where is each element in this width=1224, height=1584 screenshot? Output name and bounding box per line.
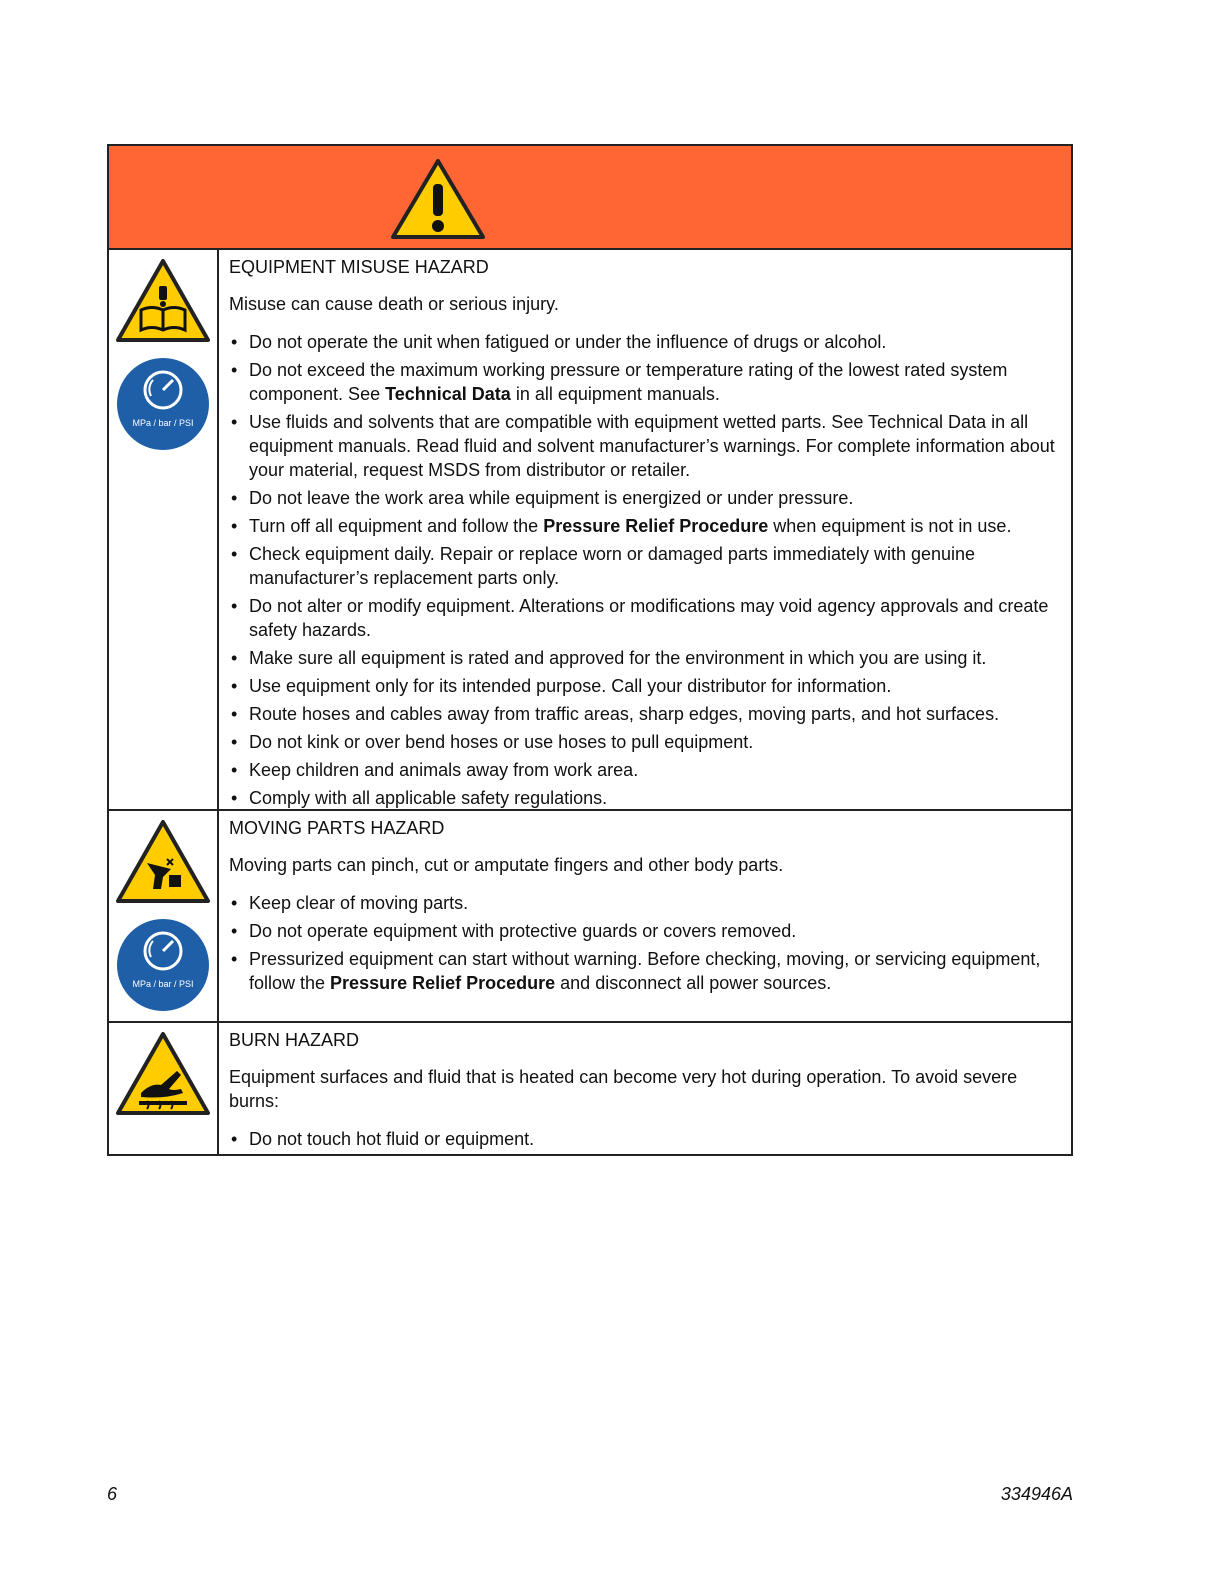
bullet-text: Do not leave the work area while equipment is energized or under pressure. [249,488,854,508]
pinch-point-warning-icon [115,819,211,905]
bullet-text: and disconnect all power sources. [555,973,832,993]
bullet-text: Do not operate equipment with protective guards or covers removed. [249,921,797,941]
bullet-list [229,330,1063,810]
bullet-emphasis: Pressure Relief Procedure [330,973,556,993]
bullet-text: Do not operate the unit when fatigued or under the influence of drugs or alcohol. [249,332,887,352]
bullet-text: Check equipment daily. Repair or replace worn or damaged parts immediately with genuine manufacturer’s replacement parts only. [249,544,976,588]
document-number: 334946A [1000,1484,1073,1504]
moving-parts-hazard-section [109,811,1071,1023]
bullet-item [229,594,1063,642]
bullet-text: Keep clear of moving parts. [249,893,469,913]
bullet-text: Comply with all applicable safety regulations. [249,788,608,808]
gauge-label: MPa / bar / PSI [132,979,194,989]
gauge-label: MPa / bar / PSI [132,418,194,428]
bullet-item [229,486,1063,510]
bullet-text: Turn off all equipment and follow the [249,516,544,536]
bullet-text: Make sure all equipment is rated and approved for the environment in which you are using it. [249,648,987,668]
warning-triangle-icon [390,158,486,240]
section-description: Moving parts can pinch, cut or amputate fingers and other body parts. [229,855,784,875]
bullet-item [229,410,1063,482]
bullet-item [229,947,1063,995]
bullet-text: Keep children and animals away from work area. [249,760,639,780]
hot-surface-warning-icon [115,1031,211,1117]
bullet-text: in all equipment manuals. [510,384,720,404]
page-number: 6 [107,1484,118,1504]
section-title: EQUIPMENT MISUSE HAZARD [229,257,489,277]
bullet-text: Use equipment only for its intended purpose. Call your distributor for information. [249,676,892,696]
bullet-item [229,330,1063,354]
bullet-text: Use fluids and solvents that are compatible with equipment wetted parts. See Technical Data in all equipment manuals. Read fluid and solvent manufacturer’s warnings. For complete information about your material, request MSDS from distributor or retailer. [249,412,1055,480]
bullet-item [229,358,1063,406]
equipment-misuse-hazard-section [109,250,1071,811]
section-description: Equipment surfaces and fluid that is heated can become very hot during operation. To avoid severe burns: [229,1067,1018,1111]
bullet-text: Route hoses and cables away from traffic areas, sharp edges, moving parts, and hot surfaces. [249,704,1000,724]
bullet-item [229,919,1063,943]
bullet-text: when equipment is not in use. [768,516,1012,536]
section-title: BURN HAZARD [229,1030,360,1050]
bullet-emphasis: Technical Data [385,384,511,404]
bullet-item [229,702,1063,726]
bullet-item [229,542,1063,590]
bullet-item [229,674,1063,698]
bullet-emphasis: Pressure Relief Procedure [543,516,769,536]
warning-table [107,144,1073,1156]
bullet-item [229,514,1063,538]
bullet-item [229,786,1063,810]
bullet-text: Do not exceed the maximum working pressure or temperature rating of the lowest rated system component. See [249,360,1008,404]
section-description: Misuse can cause death or serious injury. [229,294,559,314]
hazard-icons [109,811,219,1021]
bullet-item [229,730,1063,754]
pressure-gauge-icon [115,917,211,1013]
pressure-gauge-icon [115,356,211,452]
bullet-item [229,758,1063,782]
bullet-text: Do not touch hot fluid or equipment. [249,1129,535,1149]
bullet-item [229,1127,1063,1151]
bullet-list [229,1127,1063,1151]
warning-header [109,146,1071,250]
bullet-text: Do not alter or modify equipment. Alterations or modifications may void agency approvals and create safety hazards. [249,596,1049,640]
bullet-text: Pressurized equipment can start without warning. Before checking, moving, or servicing equipment, follow the [249,949,1041,993]
section-title: MOVING PARTS HAZARD [229,818,445,838]
bullet-list [229,891,1063,995]
bullet-item [229,646,1063,670]
bullet-text: Do not kink or over bend hoses or use hoses to pull equipment. [249,732,754,752]
burn-hazard-section [109,1023,1071,1154]
hazard-icons [109,250,219,809]
bullet-item [229,891,1063,915]
hazard-icons [109,1023,219,1154]
read-manual-warning-icon [115,258,211,344]
